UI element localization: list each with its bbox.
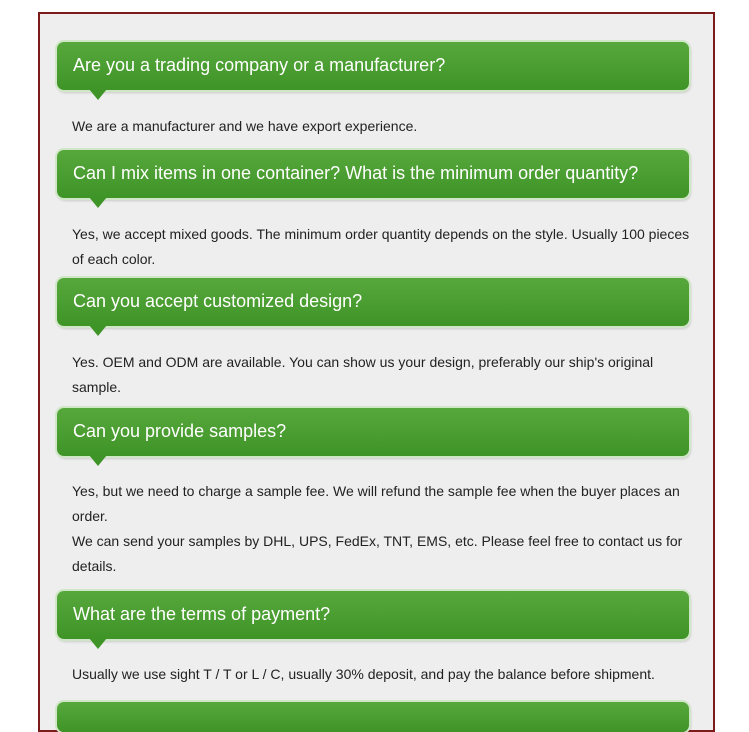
speech-tail-icon bbox=[89, 89, 107, 100]
speech-tail-icon bbox=[89, 197, 107, 208]
faq-question bbox=[57, 150, 689, 198]
faq-question-text: What are the terms of payment? bbox=[73, 604, 331, 624]
faq-question-text: Are you a trading company or a manufacturer? bbox=[73, 55, 446, 75]
faq-question-text: Can I mix items in one container? What is the minimum order quantity? bbox=[73, 163, 639, 183]
faq-answer-text: We can send your samples by DHL, UPS, FedEx, TNT, EMS, etc. Please feel free to contact us for details. bbox=[72, 533, 683, 574]
faq-answer-text: Yes. OEM and ODM are available. You can show us your design, preferably our ship's original sample. bbox=[72, 354, 654, 395]
faq-question bbox=[57, 42, 689, 90]
faq-question-partial bbox=[57, 702, 689, 732]
faq-question-text: Can you accept customized design? bbox=[73, 291, 363, 311]
faq-question bbox=[57, 408, 689, 456]
faq-answer-text: Yes, we accept mixed goods. The minimum order quantity depends on the style. Usually 100 pieces of each color. bbox=[72, 226, 690, 267]
speech-tail-icon bbox=[89, 325, 107, 336]
faq-answer-text: Yes, but we need to charge a sample fee. We will refund the sample fee when the buyer places an order. bbox=[72, 483, 680, 524]
speech-tail-icon bbox=[89, 455, 107, 466]
faq-answer bbox=[72, 222, 692, 272]
faq-answer-text: Usually we use sight T / T or L / C, usually 30% deposit, and pay the balance before shipment. bbox=[72, 666, 655, 682]
faq-question bbox=[57, 591, 689, 639]
faq-answer bbox=[72, 479, 692, 579]
faq-answer-text: We are a manufacturer and we have export experience. bbox=[72, 118, 418, 134]
faq-question bbox=[57, 278, 689, 326]
faq-panel bbox=[38, 12, 715, 732]
faq-answer bbox=[72, 114, 692, 139]
faq-question-text: Can you provide samples? bbox=[73, 421, 287, 441]
faq-answer bbox=[72, 350, 692, 400]
speech-tail-icon bbox=[89, 638, 107, 649]
faq-answer bbox=[72, 662, 692, 687]
